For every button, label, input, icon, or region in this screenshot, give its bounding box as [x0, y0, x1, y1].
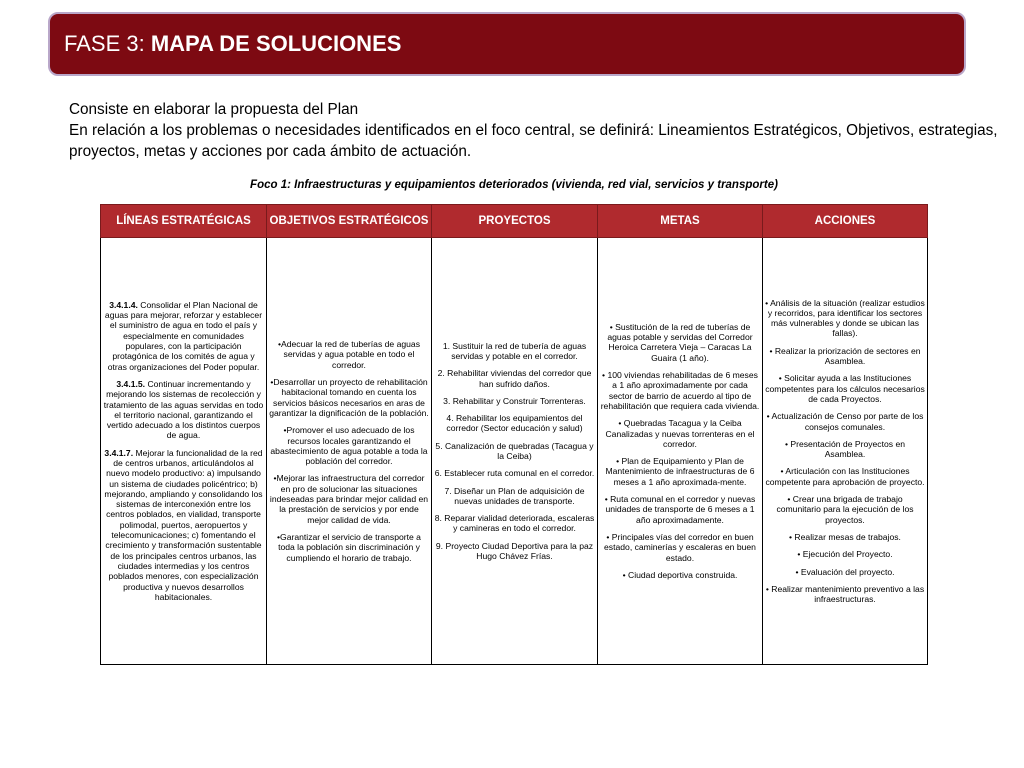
proyecto-item: 6. Establecer ruta comunal en el corredor.	[434, 468, 595, 479]
meta-item: • Principales vías del corredor en buen estado, caminerías y escaleras en buen estado.	[604, 531, 756, 563]
linea-item	[103, 448, 264, 602]
proyecto-item: 5. Canalización de quebradas (Tacagua y la Ceiba)	[435, 440, 594, 461]
objetivo-item: •Mejorar las infraestructura del corredor en pro de solucionar las situaciones indeseadas para brindar mejor calidad en la prestación de servicios y por ende mejor calidad de vida.	[269, 473, 429, 525]
proyecto-item: 4. Rehabilitar los equipamientos del corredor (Sector educación y salud)	[446, 413, 583, 434]
cell-metas	[598, 238, 763, 665]
page-title	[64, 31, 401, 57]
proyecto-item: 8. Reparar vialidad deteriorada, escaleras y camineras en todo el corredor.	[434, 513, 595, 534]
header-proyectos: PROYECTOS	[432, 205, 598, 238]
accion-item: • Realizar la priorización de sectores en Asamblea.	[769, 345, 921, 367]
meta-item: • Plan de Equipamiento y Plan de Mantenimiento de infraestructuras de 6 meses a 1 año aproximada-mente.	[605, 456, 755, 487]
meta-item: • 100 viviendas rehabilitadas de 6 meses a 1 año aproximadamente por cada sector de barrio de acuerdo al tipo de rehabilitación que requiera cada vivienda.	[600, 370, 760, 411]
objetivo-item: •Garantizar el servicio de transporte a toda la población sin discriminación y cumpliendo el horario de trabajo.	[277, 531, 421, 563]
proyecto-item: 9. Proyecto Ciudad Deportiva para la paz Hugo Chávez Frías.	[435, 540, 594, 562]
meta-item: • Ruta comunal en el corredor y nuevas unidades de transporte de 6 meses a 1 año aproximadamente.	[604, 494, 756, 525]
table-header-row	[101, 205, 928, 238]
intro-line-1: Consiste en elaborar la propuesta del Plan	[69, 101, 359, 118]
linea-item	[103, 300, 264, 372]
intro-text	[69, 99, 1014, 162]
cell-objetivos	[267, 238, 432, 665]
solutions-table	[100, 204, 928, 665]
accion-item: • Evaluación del proyecto.	[795, 566, 895, 577]
accion-item: • Crear una brigada de trabajo comunitario para la ejecución de los proyectos.	[776, 494, 914, 525]
accion-item: • Análisis de la situación (realizar estudios y recorridos, para identificar los sectores más vulnerables y donde se ubican las fallas).	[765, 297, 925, 339]
header-lineas: LÍNEAS ESTRATÉGICAS	[101, 205, 267, 238]
meta-item: • Sustitución de la red de tuberías de aguas potable y servidas del Corredor Heroica Carretera Vieja – Caracas La Guaira (1 año).	[607, 321, 753, 363]
title-bar	[48, 12, 966, 76]
objetivo-item: •Adecuar la red de tuberías de aguas servidas y agua potable en todo el corredor.	[277, 339, 421, 370]
objetivo-item: •Promover el uso adecuado de los recursos locales garantizando el abastecimiento de agua potable a toda la población del corredor.	[270, 425, 428, 467]
proyecto-item: 7. Diseñar un Plan de adquisición de nuevas unidades de transporte.	[444, 485, 585, 506]
meta-item: • Ciudad deportiva construida.	[622, 569, 738, 580]
accion-item: • Realizar mesas de trabajos.	[789, 531, 901, 542]
proyecto-item: 1. Sustituir la red de tubería de aguas servidas y potable en el corredor.	[442, 340, 587, 361]
linea-text: Continuar incrementando y mejorando los sistemas de recolección y tratamiento de las aguas servidas en todo el territorio nacional, garantizando el vertido adecuado a los distintos cuerpos de agua.	[103, 378, 264, 441]
linea-text: Consolidar el Plan Nacional de aguas para mejorar, reforzar y establecer el suministro de agua en todo el país y especialmente en comunidades populares, con la participación protagónica de los comités de agua y otras organizaciones del Poder popular.	[104, 299, 263, 372]
focus-title: Foco 1: Infraestructuras y equipamientos deteriorados (vivienda, red vial, servicios y transporte)	[250, 179, 778, 191]
proyecto-item: 3. Rehabilitar y Construir Torrenteras.	[443, 395, 586, 406]
title-prefix: FASE 3:	[64, 31, 145, 56]
title-main: MAPA DE SOLUCIONES	[150, 31, 402, 56]
accion-item: • Actualización de Censo por parte de los consejos comunales.	[766, 411, 924, 432]
linea-code: 3.4.1.7.	[104, 447, 134, 458]
cell-proyectos	[432, 238, 598, 665]
accion-item: • Solicitar ayuda a las Instituciones competentes para los cálculos necesarios de cada Proyectos.	[765, 373, 925, 404]
cell-acciones	[763, 238, 928, 665]
header-metas: METAS	[598, 205, 763, 238]
table-row	[101, 238, 928, 665]
objetivo-item: •Desarrollar un proyecto de rehabilitación habitacional tomando en cuenta los servicios básicos necesarios en aras de garantizar la dignificación de la población.	[269, 377, 429, 418]
linea-code: 3.4.1.4.	[109, 299, 138, 310]
accion-item: • Presentación de Proyectos en Asamblea.	[784, 438, 906, 460]
linea-text: Mejorar la funcionalidad de la red de centros urbanos, articulándolos al nuevo modelo productivo: a) impulsando un sistema de ciudades policéntrico; b) mejorando, ampliando y consolidando los sistemas de interconexión entre los centros poblados, en vialidad, transporte polimodal, puertos, aeropuertos y telecomunicaciones; c) fomentando el crecimiento y transformación sustentable de los principales centros urbanos, las ciudades intermedias y los centros poblados menores, con especialización productiva y nuevos desarrollos habitacionales.	[104, 447, 263, 602]
cell-lineas	[101, 238, 267, 665]
accion-item: • Articulación con las Instituciones competente para aprobación de proyecto.	[765, 466, 925, 487]
header-objetivos: OBJETIVOS ESTRATÉGICOS	[267, 205, 432, 238]
header-acciones: ACCIONES	[763, 205, 928, 238]
accion-item: • Ejecución del Proyecto.	[797, 549, 893, 560]
linea-item	[103, 379, 264, 441]
linea-code: 3.4.1.5.	[116, 378, 146, 389]
accion-item: • Realizar mantenimiento preventivo a las infraestructuras.	[765, 583, 925, 605]
proyecto-item: 2. Rehabilitar viviendas del corredor que han sufrido daños.	[437, 368, 592, 389]
intro-line-2: En relación a los problemas o necesidades identificados en el foco central, se definirá: Lineamientos Estratégicos, Objetivos, estrategias, proyectos, metas y acciones por cada ámbito de actuación.	[69, 122, 998, 160]
meta-item: • Quebradas Tacagua y la Ceiba Canalizadas y nuevas torrenteras en el corredor.	[605, 418, 755, 449]
